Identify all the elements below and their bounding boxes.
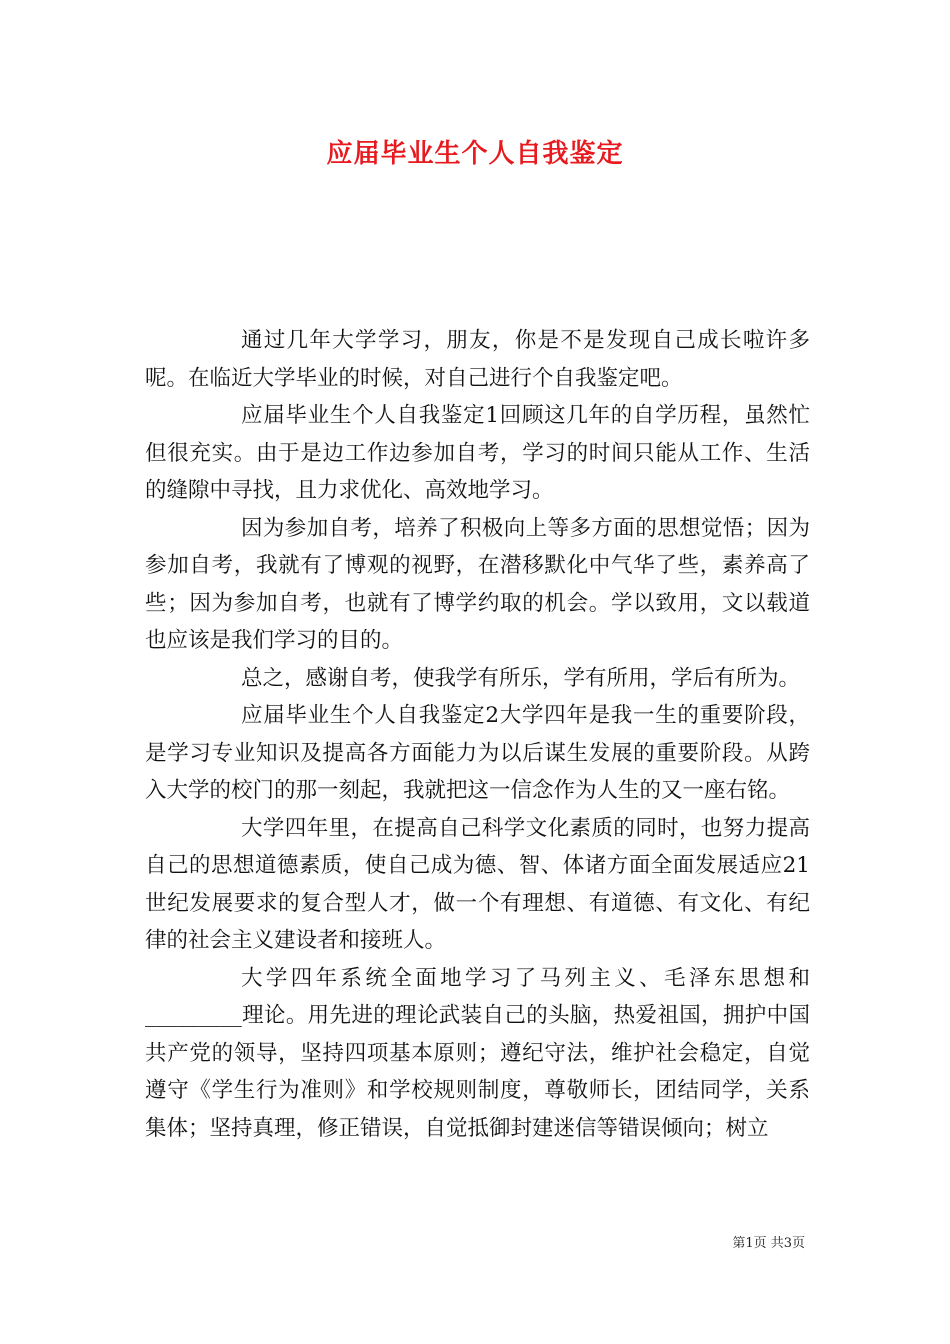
page-number: 第1页 共3页: [732, 1236, 805, 1251]
paragraph-appraisal-2: 应届毕业生个人自我鉴定2大学四年是我一生的重要阶段，是学习专业知识及提高各方面能力为以后谋生发展的重要阶段。从跨入大学的校门的那一刻起，我就把这一信念作为人生的又一座右铭。: [145, 703, 810, 803]
document-title: 应届毕业生个人自我鉴定: [326, 139, 624, 169]
paragraph-appraisal-1: 应届毕业生个人自我鉴定1回顾这几年的自学历程，虽然忙但很充实。由于是边工作边参加自考，学习的时间只能从工作、生活的缝隙中寻找，且力求优化、高效地学习。: [145, 403, 810, 503]
paragraph-self-study: 因为参加自考，培养了积极向上等多方面的思想觉悟；因为参加自考，我就有了博观的视野，在潜移默化中气华了些，素养高了些；因为参加自考，也就有了博学约取的机会。学以致用，文以载道也应该是我们学习的目的。: [145, 515, 810, 653]
paragraph-four-years: 大学四年里，在提高自己科学文化素质的同时，也努力提高自己的思想道德素质，使自己成为德、智、体诸方面全面发展适应21世纪发展要求的复合型人才，做一个有理想、有道德、有文化、有纪律的社会主义建设者和接班人。: [145, 815, 810, 953]
paragraph-theory-study: 大学四年系统全面地学习了马列主义、毛泽东思想和_________理论。用先进的理论武装自己的头脑，热爱祖国，拥护中国共产党的领导，坚持四项基本原则；遵纪守法，维护社会稳定，自觉遵守《学生行为准则》和学校规则制度，尊敬师长，团结同学，关系集体；坚持真理，修正错误，自觉抵御封建迷信等错误倾向；树立: [145, 965, 810, 1141]
paragraph-summary: 总之，感谢自考，使我学有所乐，学有所用，学后有所为。: [241, 665, 801, 691]
document-body: [145, 322, 810, 1147]
paragraph-intro: 通过几年大学学习，朋友，你是不是发现自己成长啦许多呢。在临近大学毕业的时候，对自己进行个自我鉴定吧。: [145, 328, 810, 391]
